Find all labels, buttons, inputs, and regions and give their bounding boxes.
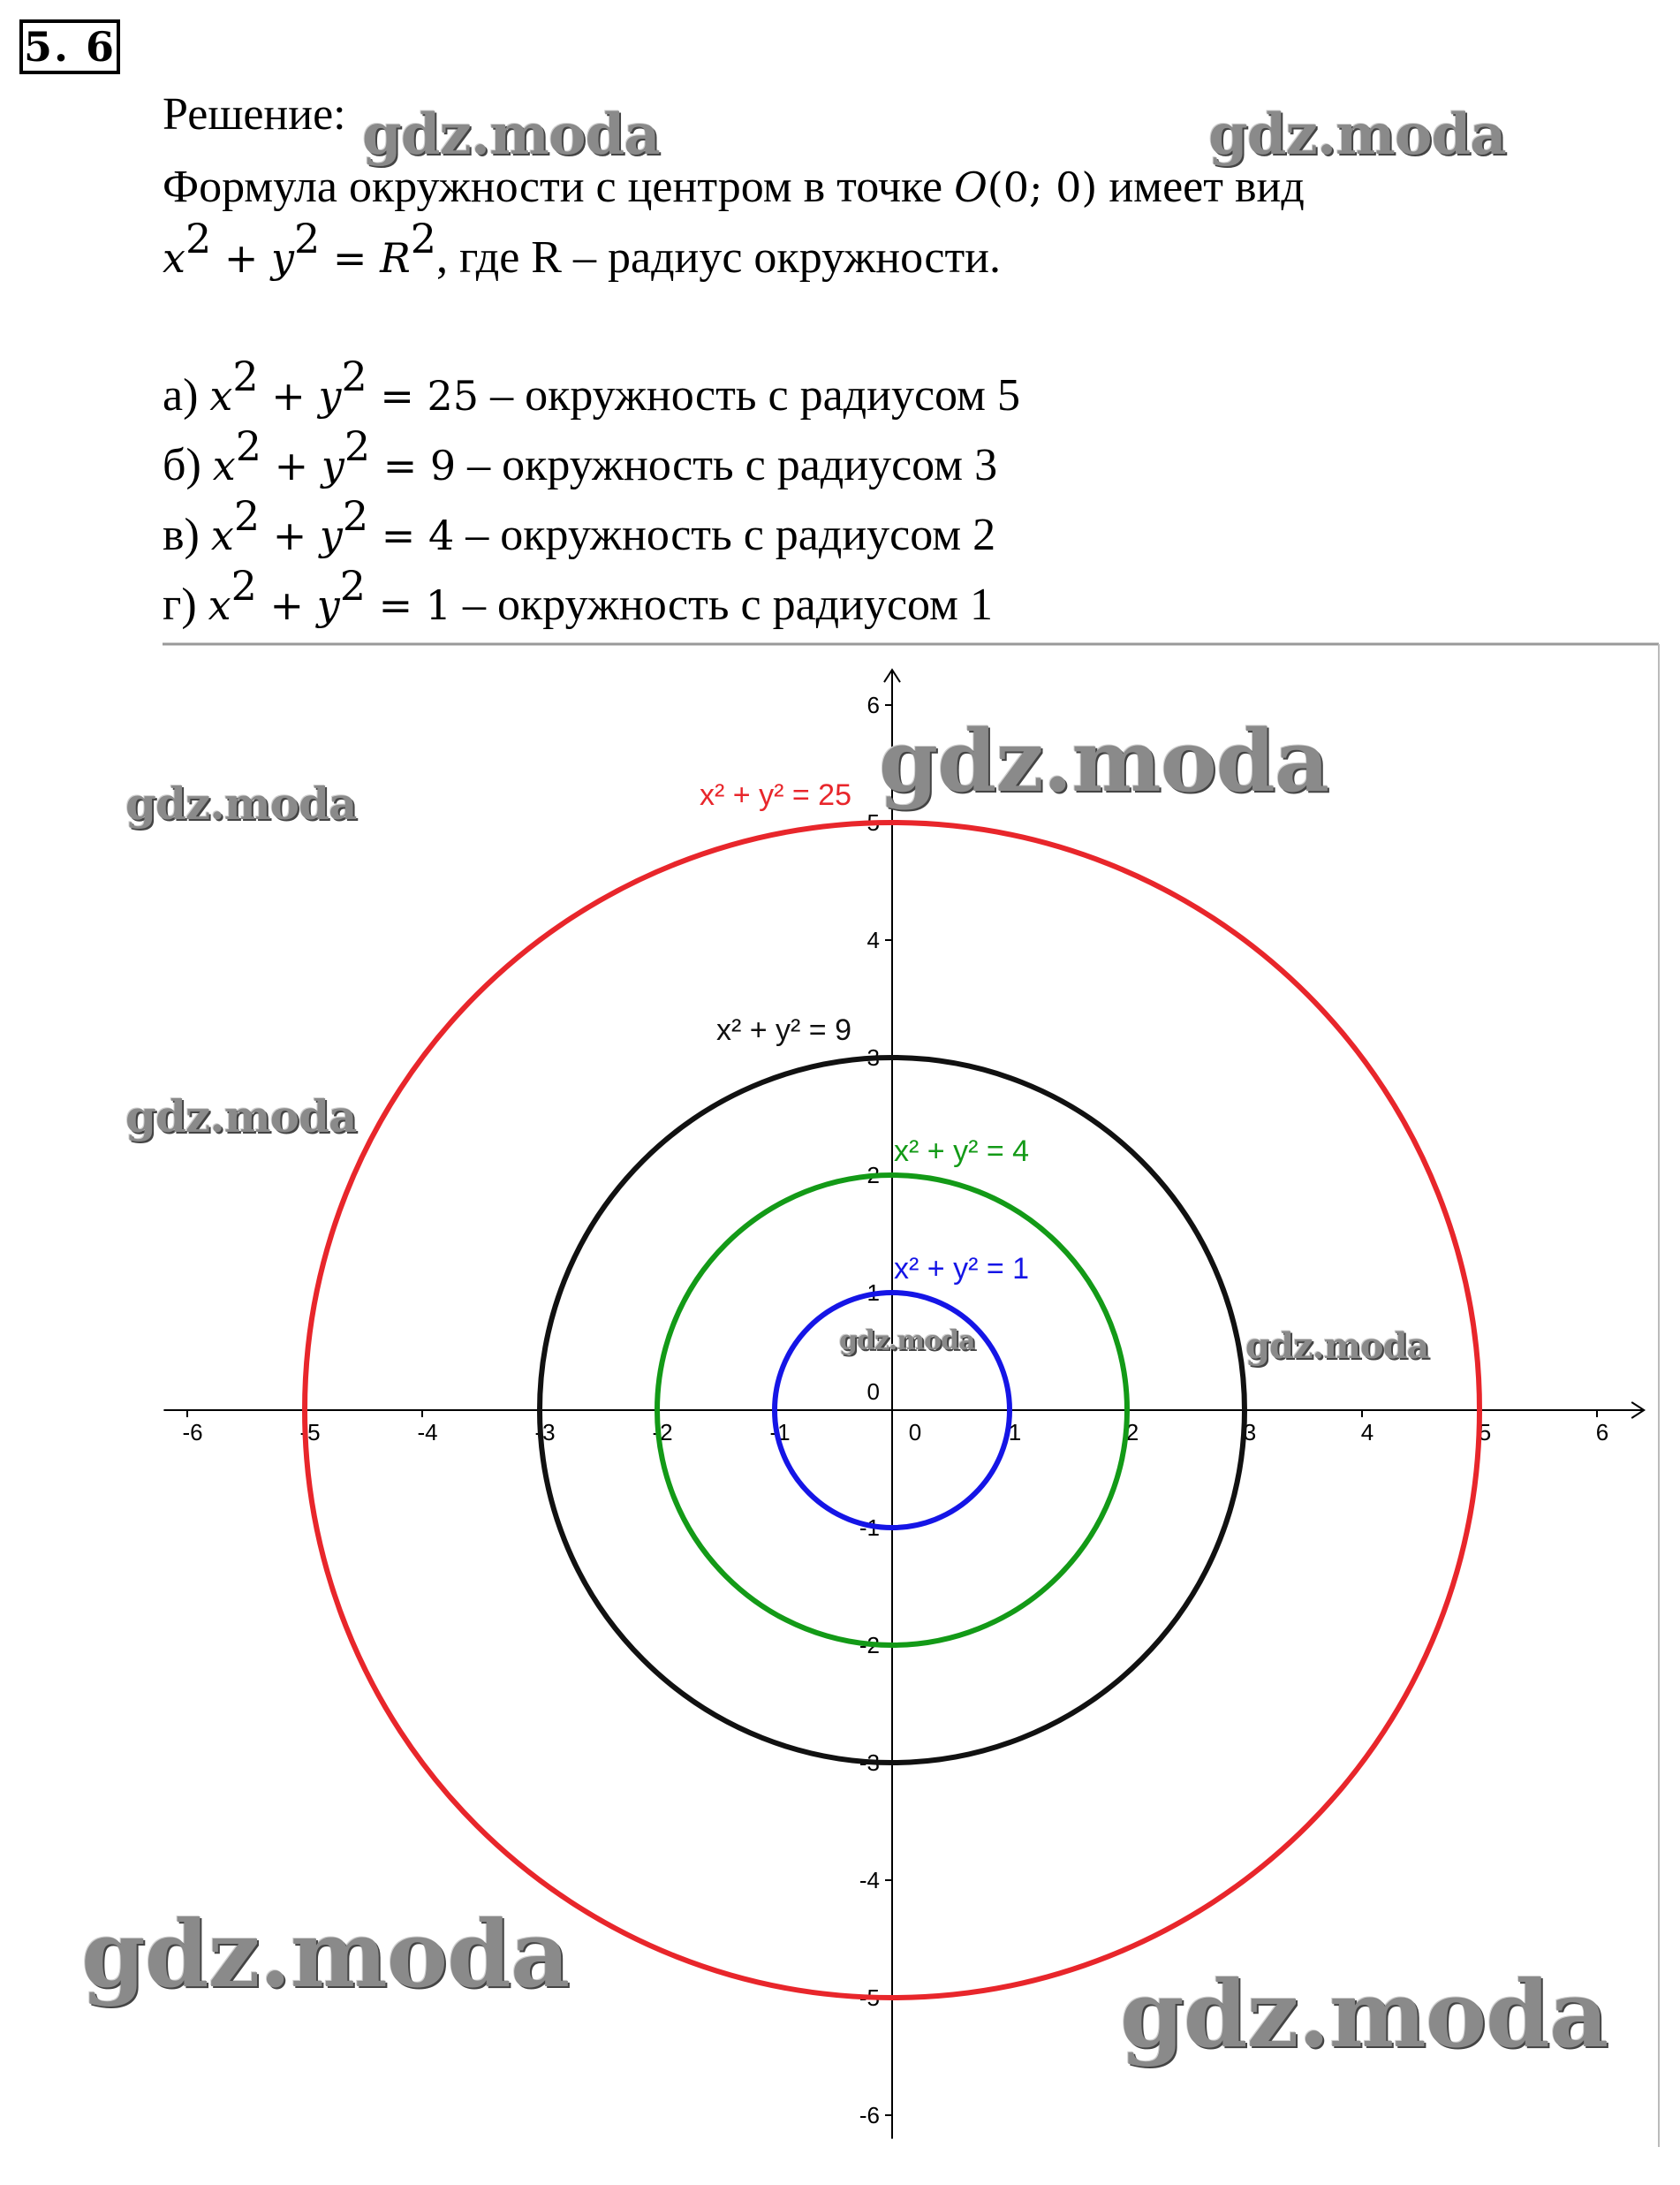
item-rhs: 25 xyxy=(427,372,480,420)
item-rhs: 4 xyxy=(428,512,455,559)
item-plus: + xyxy=(261,442,322,489)
watermark: gdz.moda xyxy=(362,102,660,168)
item-x: x xyxy=(212,442,236,489)
item-rhs: 9 xyxy=(429,442,457,489)
formula-y: y xyxy=(271,234,295,282)
item-x: x xyxy=(210,512,234,559)
watermark: gdz.moda xyxy=(839,1325,975,1356)
item-x: x xyxy=(209,372,233,420)
y-tick-label: -4 xyxy=(859,1867,880,1893)
formula-explanation: , где R – радиус окружности. xyxy=(436,232,1002,283)
y-tick-label: 6 xyxy=(866,692,880,718)
item-description: – окружность с радиусом 2 xyxy=(465,510,996,560)
formula-plus: + xyxy=(211,234,272,282)
x-tick-label: 1 xyxy=(1008,1419,1022,1445)
watermark: gdz.moda xyxy=(1120,1960,1608,2068)
y-tick-label: 3 xyxy=(866,1044,880,1071)
circle-label: x² + y² = 4 xyxy=(894,1134,1030,1168)
x-tick-label: -2 xyxy=(652,1419,673,1445)
watermark: gdz.moda xyxy=(81,1900,570,2008)
item-eq: = xyxy=(370,442,430,489)
watermark: gdz.moda xyxy=(125,1090,357,1142)
y-tick-label: 4 xyxy=(866,927,880,953)
formula-r: R xyxy=(380,234,411,282)
x-tick-label: -3 xyxy=(534,1419,556,1445)
formula-eq: = xyxy=(320,234,381,282)
item-exp: 2 xyxy=(232,353,259,400)
item-eq: = xyxy=(367,372,428,420)
circle-label: x² + y² = 25 xyxy=(700,778,851,812)
item-exp: 2 xyxy=(231,562,257,610)
item-exp: 2 xyxy=(341,353,367,400)
formula-exp-y: 2 xyxy=(294,215,321,262)
item-exp: 2 xyxy=(339,562,366,610)
y-tick-label: -6 xyxy=(859,2102,880,2128)
item-letter: а) xyxy=(163,370,199,421)
problem-number: 5. 6 xyxy=(19,19,120,74)
x-origin-label: 0 xyxy=(908,1419,922,1445)
item-eq: = xyxy=(368,512,428,559)
x-tick-label: 5 xyxy=(1478,1419,1492,1445)
item-letter: г) xyxy=(163,580,197,630)
y-tick-label: -3 xyxy=(859,1749,880,1776)
x-tick-label: 4 xyxy=(1360,1419,1374,1445)
item-y: y xyxy=(318,372,342,420)
item-y: y xyxy=(316,581,340,629)
formula-exp-x: 2 xyxy=(185,215,212,262)
item-description: – окружность с радиусом 5 xyxy=(490,370,1020,421)
item-y: y xyxy=(319,512,343,559)
item-eq: = xyxy=(365,581,426,629)
formula-exp-r: 2 xyxy=(410,215,437,262)
x-tick-label: 2 xyxy=(1125,1419,1139,1445)
item-description: – окружность с радиусом 1 xyxy=(463,580,993,630)
item-letter: б) xyxy=(163,440,201,490)
x-tick-label: -5 xyxy=(299,1419,321,1445)
item-rhs: 1 xyxy=(425,581,452,629)
heading-text: Решение: xyxy=(163,89,346,140)
intro-text-before: Формула окружности с центром в точке xyxy=(163,162,955,212)
item-plus: + xyxy=(260,512,320,559)
formula-x: x xyxy=(163,234,185,282)
intro-text-after: имеет вид xyxy=(1097,162,1305,212)
y-tick-label: -2 xyxy=(859,1632,880,1658)
item-description: – окружность с радиусом 3 xyxy=(467,440,998,490)
item-x: x xyxy=(208,581,231,629)
x-tick-label: 6 xyxy=(1595,1419,1609,1445)
y-tick-label: -5 xyxy=(859,1984,880,2011)
watermark: gdz.moda xyxy=(1245,1325,1429,1367)
x-tick-label: -1 xyxy=(769,1419,791,1445)
item-letter: в) xyxy=(163,510,200,560)
item-y: y xyxy=(321,442,344,489)
y-tick-label: -1 xyxy=(859,1514,880,1541)
item-exp: 2 xyxy=(233,492,261,540)
watermark: gdz.moda xyxy=(879,711,1329,811)
y-origin-label: 0 xyxy=(866,1378,880,1405)
x-tick-label: -6 xyxy=(182,1419,203,1445)
item-exp: 2 xyxy=(342,492,369,540)
item-exp: 2 xyxy=(344,422,371,470)
y-tick-label: 1 xyxy=(866,1279,880,1306)
y-tick-label: 5 xyxy=(866,809,880,836)
x-tick-label: -4 xyxy=(417,1419,438,1445)
item-exp: 2 xyxy=(235,422,262,470)
point-name: O xyxy=(954,163,988,211)
y-tick-label: 2 xyxy=(866,1162,880,1188)
x-tick-label: 3 xyxy=(1243,1419,1257,1445)
circle-label: x² + y² = 9 xyxy=(715,1013,851,1047)
item-plus: + xyxy=(258,372,319,420)
watermark: gdz.moda xyxy=(1208,102,1506,168)
labels-group xyxy=(700,778,1029,1286)
point-coords: (0; 0) xyxy=(987,163,1098,211)
item-plus: + xyxy=(256,581,317,629)
watermark: gdz.moda xyxy=(125,778,357,830)
circle-label: x² + y² = 1 xyxy=(894,1252,1030,1286)
